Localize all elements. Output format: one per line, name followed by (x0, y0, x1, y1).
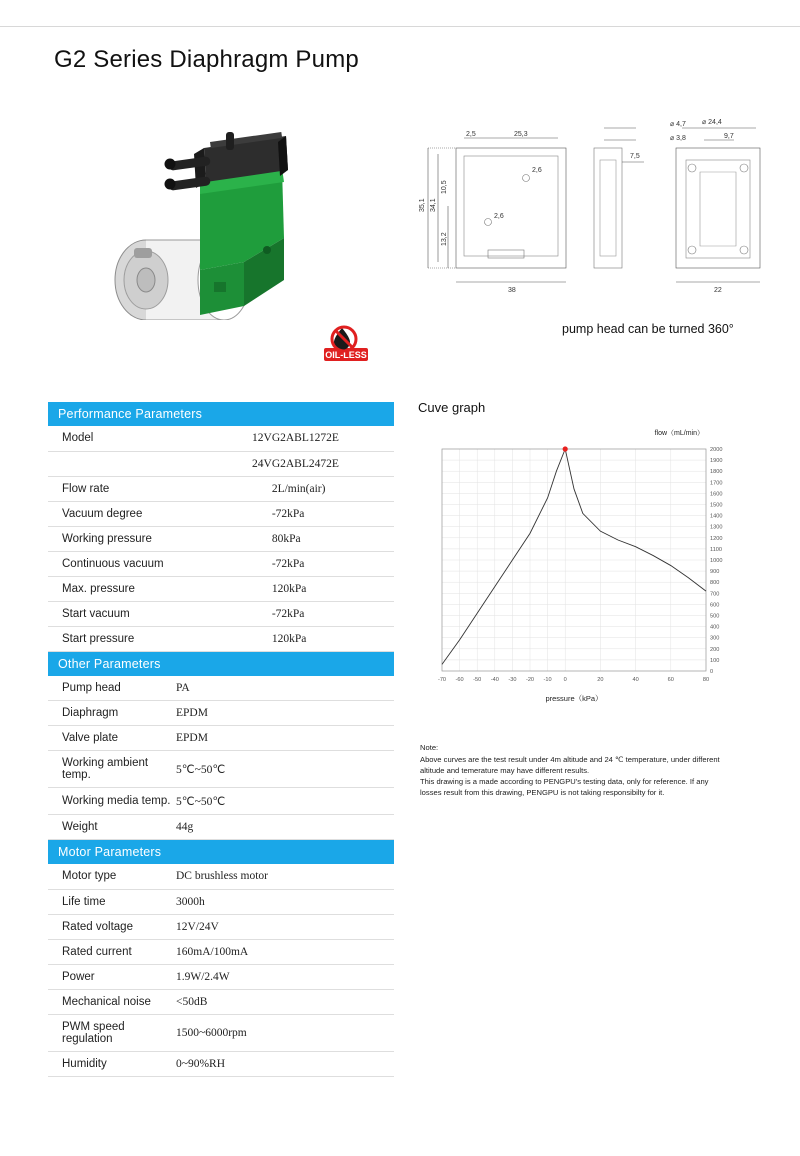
svg-text:1100: 1100 (710, 546, 723, 553)
svg-text:-30: -30 (508, 677, 517, 683)
table-row: Diaphragm EPDM (48, 701, 394, 726)
svg-text:OIL-LESS: OIL-LESS (325, 350, 367, 360)
table-row: Start vacuum -72kPa (48, 601, 394, 626)
svg-text:100: 100 (710, 657, 720, 664)
svg-text:-20: -20 (525, 677, 535, 683)
chart-plot (418, 421, 768, 731)
svg-text:0: 0 (710, 669, 714, 675)
svg-text:1500: 1500 (710, 502, 723, 509)
svg-text:2,6: 2,6 (532, 167, 542, 174)
table-row: PWM speed regulation 1500~6000rpm (48, 1014, 394, 1051)
svg-text:-50: -50 (473, 677, 482, 683)
svg-text:0: 0 (563, 677, 567, 683)
table-row: Mechanical noise <50dB (48, 989, 394, 1014)
svg-text:⌀ 4,7: ⌀ 4,7 (670, 121, 686, 128)
drawing-caption: pump head can be turned 360° (562, 322, 734, 336)
svg-text:600: 600 (710, 602, 720, 609)
chart-note (420, 742, 770, 798)
svg-text:1600: 1600 (710, 491, 723, 498)
table-row: Working media temp. 5℃~50℃ (48, 788, 394, 815)
svg-text:1900: 1900 (710, 458, 723, 465)
spec-tables (48, 402, 394, 1077)
table-row: Flow rate 2L/min(air) (48, 476, 394, 501)
svg-text:-70: -70 (437, 677, 447, 683)
svg-text:800: 800 (710, 580, 720, 587)
table-row: Valve plate EPDM (48, 726, 394, 751)
performance-parameters-table (48, 402, 394, 652)
svg-text:1700: 1700 (710, 480, 723, 487)
table-row: 24V G2ABL2472E (48, 451, 394, 476)
product-photo (104, 110, 324, 320)
table-row: Rated current 160mA/100mA (48, 939, 394, 964)
table-row: Working pressure 80kPa (48, 526, 394, 551)
svg-text:13,2: 13,2 (441, 232, 448, 246)
svg-text:300: 300 (710, 635, 720, 642)
svg-text:1400: 1400 (710, 513, 723, 520)
svg-text:9,7: 9,7 (724, 133, 734, 140)
svg-text:2000: 2000 (710, 447, 723, 453)
svg-text:500: 500 (710, 613, 720, 620)
svg-text:22: 22 (714, 287, 722, 294)
table-row: Start pressure 120kPa (48, 626, 394, 651)
svg-text:20: 20 (597, 677, 604, 683)
table-row: Max. pressure 120kPa (48, 576, 394, 601)
svg-text:34,1: 34,1 (430, 198, 437, 212)
svg-text:-60: -60 (455, 677, 464, 683)
table-row: Motor type DC brushless motor (48, 864, 394, 889)
svg-text:pressure（kPa）: pressure（kPa） (545, 694, 603, 703)
svg-text:200: 200 (710, 646, 720, 653)
table-row: Pump head PA (48, 676, 394, 701)
section-header-performance: Performance Parameters (48, 402, 394, 426)
svg-text:38: 38 (508, 287, 516, 294)
svg-text:2,5: 2,5 (466, 131, 476, 138)
table-row: Weight 44g (48, 815, 394, 840)
svg-text:⌀ 24,4: ⌀ 24,4 (702, 119, 722, 126)
svg-text:flow（mL/min）: flow（mL/min） (654, 430, 704, 437)
header-divider (0, 26, 800, 27)
svg-text:10,5: 10,5 (441, 180, 448, 194)
svg-text:1300: 1300 (710, 524, 723, 531)
table-row: Humidity 0~90%RH (48, 1051, 394, 1076)
note-line: This drawing is a made according to PENGPU's testing data, only for reference. If any (420, 777, 709, 786)
svg-text:400: 400 (710, 624, 720, 631)
svg-text:1800: 1800 (710, 469, 723, 476)
svg-text:-40: -40 (490, 677, 499, 683)
svg-text:60: 60 (667, 677, 674, 683)
section-header-motor: Motor Parameters (48, 840, 394, 864)
note-line: Above curves are the test result under 4m altitude and 24 ℃ temperature, under different (420, 755, 720, 764)
other-parameters-table (48, 652, 394, 841)
section-header-other: Other Parameters (48, 652, 394, 676)
svg-text:40: 40 (632, 677, 639, 683)
svg-text:700: 700 (710, 591, 720, 598)
table-row: Vacuum degree -72kPa (48, 501, 394, 526)
note-heading: Note: (420, 743, 439, 752)
oil-less-badge (322, 324, 370, 362)
svg-text:1000: 1000 (710, 558, 723, 564)
page-title: G2 Series Diaphragm Pump (54, 46, 359, 73)
motor-parameters-table (48, 840, 394, 1077)
svg-text:7,5: 7,5 (630, 153, 640, 160)
table-row: Continuous vacuum -72kPa (48, 551, 394, 576)
technical-drawing (404, 110, 774, 310)
note-line: losses result from this drawing, PENGPU is not taking responsibilty for it. (420, 788, 665, 797)
table-row: Working ambient temp. 5℃~50℃ (48, 751, 394, 788)
svg-text:25,3: 25,3 (514, 131, 528, 138)
curve-graph (418, 400, 768, 731)
chart-title: Cuve graph (418, 400, 486, 415)
svg-text:2,6: 2,6 (494, 213, 504, 220)
note-line: altitude and temerature may have different results. (420, 766, 590, 775)
svg-text:900: 900 (710, 569, 720, 576)
table-row: Power 1.9W/2.4W (48, 964, 394, 989)
table-row: Model 12V G2ABL1272E (48, 426, 394, 451)
svg-text:35,1: 35,1 (419, 198, 426, 212)
svg-text:80: 80 (702, 677, 710, 683)
svg-text:⌀ 3,8: ⌀ 3,8 (670, 135, 686, 142)
pump-housing-green (200, 168, 284, 315)
svg-text:-10: -10 (543, 677, 552, 683)
table-row: Life time 3000h (48, 889, 394, 914)
table-row: Rated voltage 12V/24V (48, 914, 394, 939)
svg-text:1200: 1200 (710, 535, 723, 542)
